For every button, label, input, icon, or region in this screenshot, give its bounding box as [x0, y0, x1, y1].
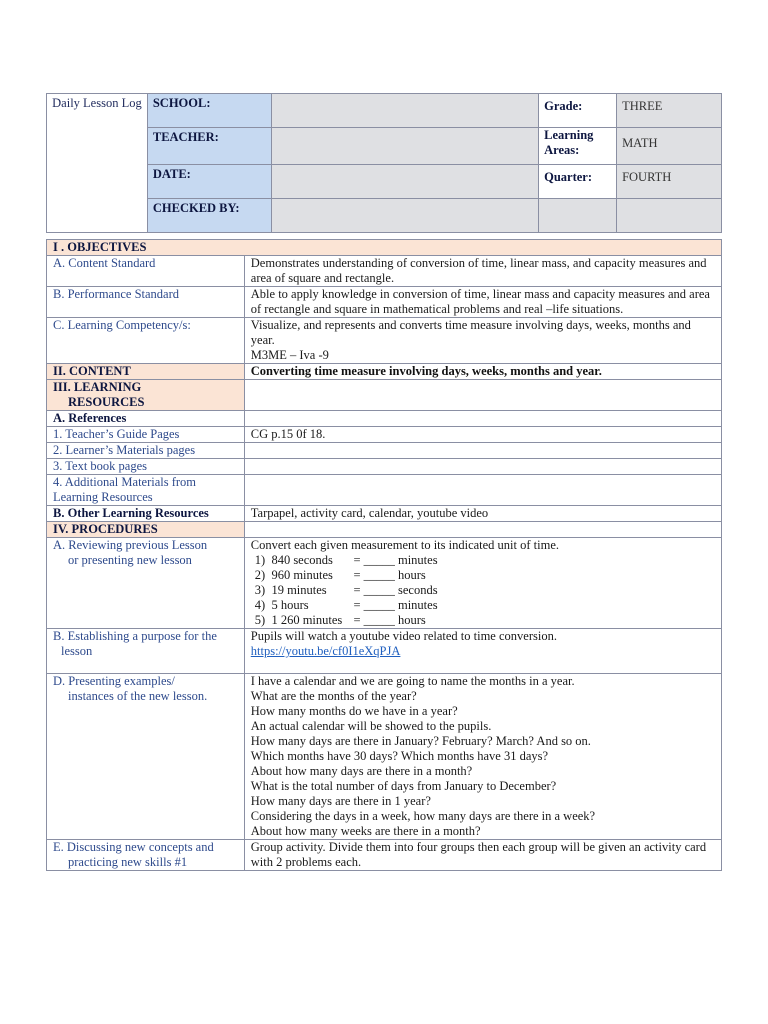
- learning-areas-label: Learning Areas:: [539, 128, 617, 165]
- blank-cell: [244, 411, 721, 427]
- additional-materials-label: 4. Additional Materials from Learning Resources: [47, 475, 245, 506]
- objectives-row: [47, 240, 722, 256]
- list-item: How many months do we have in a year?: [250, 704, 458, 718]
- grade-value[interactable]: THREE: [617, 94, 722, 128]
- item-number: 1): [254, 553, 266, 567]
- performance-standard-text: Able to apply knowledge in conversion of time, linear mass and capacity measures and area of rectangle and square in mathematical problems and real –life situations.: [244, 287, 721, 318]
- competency-cell: [244, 318, 721, 364]
- quarter-label: Quarter:: [539, 165, 617, 199]
- table-row: [47, 840, 722, 871]
- table-row: [47, 459, 722, 475]
- competency-text: Visualize, and represents and converts time measure involving days, weeks, months and year.: [250, 318, 691, 347]
- checked-by-field[interactable]: [271, 199, 538, 233]
- grade-label: Grade:: [539, 94, 617, 128]
- list-item: Considering the days in a week, how many days are there in a week?: [250, 809, 596, 823]
- resources-heading-line1: III. LEARNING: [53, 380, 142, 394]
- procedure-b-text: Pupils will watch a youtube video related to time conversion.: [250, 629, 557, 643]
- table-row: [47, 475, 722, 506]
- other-resources-label: B. Other Learning Resources: [47, 506, 245, 522]
- procedure-d-label-line2: instances of the new lesson.: [68, 689, 208, 703]
- item-number: 3): [254, 583, 266, 597]
- other-resources-value: Tarpapel, activity card, calendar, youtube video: [244, 506, 721, 522]
- procedures-heading: IV. PROCEDURES: [47, 522, 245, 538]
- procedure-d-label: [47, 674, 245, 840]
- blank-cell: [244, 475, 721, 506]
- list-item: Which months have 30 days? Which months have 31 days?: [250, 749, 549, 763]
- procedure-d-label-line1: D. Presenting examples/: [53, 674, 175, 688]
- list-item: [251, 553, 715, 568]
- table-row: [47, 506, 722, 522]
- table-row: [47, 287, 722, 318]
- procedure-d-content: [244, 674, 721, 840]
- list-item: About how many days are there in a month?: [250, 764, 473, 778]
- item-quantity: 1 260 minutes: [271, 613, 343, 627]
- blank-cell: [244, 459, 721, 475]
- procedure-b-label: [47, 629, 245, 674]
- procedure-b-label-line1: B. Establishing a purpose for the: [53, 629, 217, 643]
- performance-standard-label: B. Performance Standard: [47, 287, 245, 318]
- item-quantity: 5 hours: [271, 598, 309, 612]
- table-row: [47, 256, 722, 287]
- content-row: [47, 364, 722, 380]
- list-item: I have a calendar and we are going to name the months in a year.: [250, 674, 575, 688]
- header-table: [46, 93, 722, 233]
- procedure-a-label-line2: or presenting new lesson: [68, 553, 192, 567]
- item-quantity: 840 seconds: [271, 553, 333, 567]
- textbook-label: 3. Text book pages: [47, 459, 245, 475]
- list-item: What are the months of the year?: [250, 689, 417, 703]
- blank-cell: [244, 380, 721, 411]
- content-heading: II. CONTENT: [47, 364, 245, 380]
- table-row: [47, 411, 722, 427]
- competency-code: M3ME – Iva -9: [250, 348, 329, 362]
- list-item: What is the total number of days from January to December?: [250, 779, 557, 793]
- list-item: About how many weeks are there in a month?: [250, 824, 481, 838]
- log-title-text: Daily Lesson Log: [52, 96, 142, 110]
- teacher-label: TEACHER:: [147, 128, 271, 165]
- item-quantity: 960 minutes: [271, 568, 333, 582]
- list-item: How many days are there in January? February? March? And so on.: [250, 734, 591, 748]
- procedure-a-label-line1: A. Reviewing previous Lesson: [53, 538, 208, 552]
- quarter-value[interactable]: FOURTH: [617, 165, 722, 199]
- table-row: [47, 674, 722, 840]
- list-item: [251, 598, 715, 613]
- content-standard-label: A. Content Standard: [47, 256, 245, 287]
- blank-cell-2: [617, 199, 722, 233]
- learning-areas-value[interactable]: MATH: [617, 128, 722, 165]
- table-row: [47, 318, 722, 364]
- procedure-e-content: Group activity. Divide them into four groups then each group will be given an activity card with 2 problems each.: [244, 840, 721, 871]
- procedure-e-label-line2: practicing new skills #1: [68, 855, 188, 869]
- checked-by-label: CHECKED BY:: [147, 199, 271, 233]
- references-label: A. References: [47, 411, 245, 427]
- item-target: = _____ minutes: [353, 553, 438, 567]
- item-target: = _____ hours: [353, 613, 426, 627]
- procedure-a-content: [244, 538, 721, 629]
- item-target: = _____ hours: [353, 568, 426, 582]
- lesson-table: [46, 239, 722, 871]
- list-item: [251, 613, 715, 628]
- list-item: How many days are there in 1 year?: [250, 794, 431, 808]
- competency-label: C. Learning Competency/s:: [47, 318, 245, 364]
- tg-value: CG p.15 0f 18.: [244, 427, 721, 443]
- log-title: [47, 94, 148, 233]
- teacher-field[interactable]: [271, 128, 538, 165]
- item-number: 5): [254, 613, 266, 627]
- item-target: = _____ minutes: [353, 598, 438, 612]
- blank-cell: [244, 522, 721, 538]
- list-item: [251, 583, 715, 598]
- blank-cell: [244, 443, 721, 459]
- procedure-e-label: [47, 840, 245, 871]
- resources-row: [47, 380, 722, 411]
- date-label: DATE:: [147, 165, 271, 199]
- procedure-a-intro: Convert each given measurement to its indicated unit of time.: [250, 538, 560, 552]
- youtube-link[interactable]: https://youtu.be/cf0I1eXqPJA: [250, 644, 401, 658]
- procedure-b-label-line2: lesson: [61, 644, 93, 658]
- list-item: An actual calendar will be showed to the pupils.: [250, 719, 492, 733]
- content-standard-text: Demonstrates understanding of conversion of time, linear mass, and capacity measures and area of square and rectangle.: [244, 256, 721, 287]
- date-field[interactable]: [271, 165, 538, 199]
- procedure-b-content: [244, 629, 721, 674]
- item-number: 2): [254, 568, 266, 582]
- blank-cell-1: [539, 199, 617, 233]
- table-row: [47, 629, 722, 674]
- lm-label: 2. Learner’s Materials pages: [47, 443, 245, 459]
- table-row: [47, 427, 722, 443]
- table-row: [47, 538, 722, 629]
- procedure-e-label-line1: E. Discussing new concepts and: [53, 840, 214, 854]
- procedures-row: [47, 522, 722, 538]
- list-item: [251, 568, 715, 583]
- school-label: SCHOOL:: [147, 94, 271, 128]
- item-number: 4): [254, 598, 266, 612]
- item-quantity: 19 minutes: [271, 583, 327, 597]
- resources-heading-line2: RESOURCES: [68, 395, 145, 409]
- item-target: = _____ seconds: [353, 583, 438, 597]
- objectives-heading: I . OBJECTIVES: [47, 240, 722, 256]
- school-field[interactable]: [271, 94, 538, 128]
- table-row: [47, 443, 722, 459]
- resources-heading: [47, 380, 245, 411]
- procedure-a-label: [47, 538, 245, 629]
- content-text: Converting time measure involving days, weeks, months and year.: [244, 364, 721, 380]
- tg-label: 1. Teacher’s Guide Pages: [47, 427, 245, 443]
